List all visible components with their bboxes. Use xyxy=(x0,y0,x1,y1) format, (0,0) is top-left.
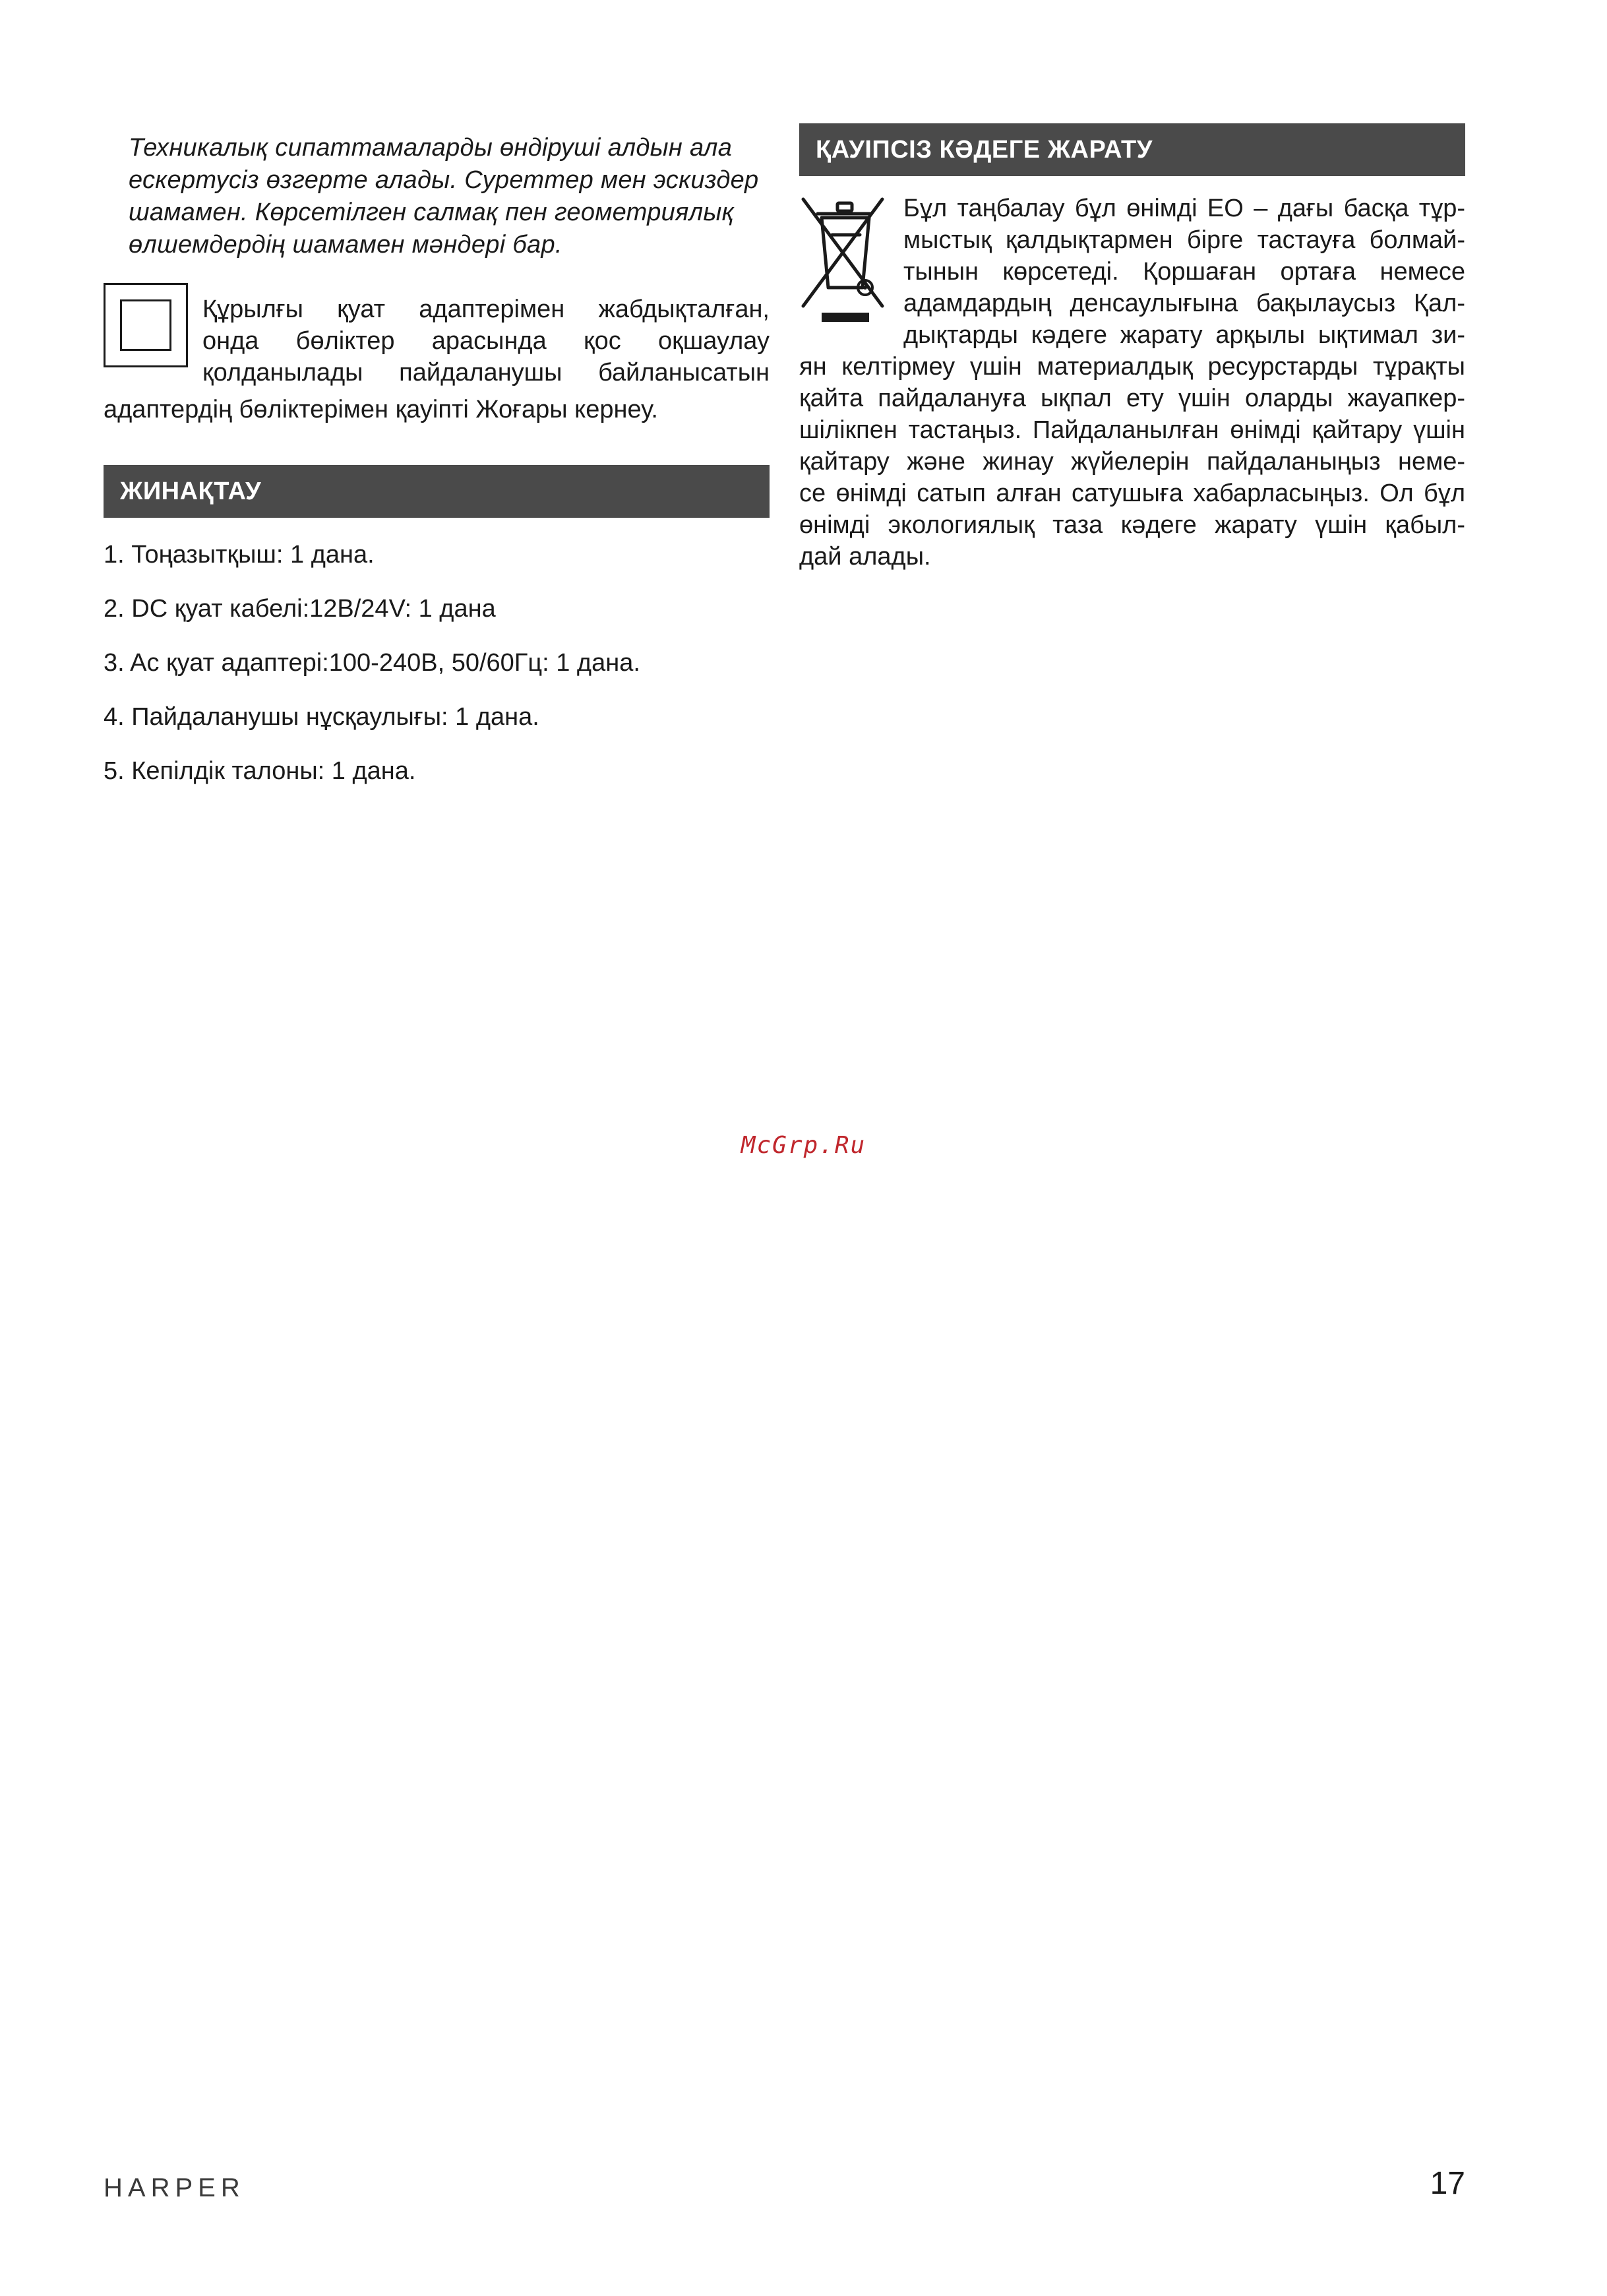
disclaimer-line: өлшемдердің шамамен мәндері бар. xyxy=(129,231,562,259)
double-insulation-icon xyxy=(104,283,188,367)
crossed-out-wheelie-bin-icon xyxy=(799,195,885,327)
brand-logo xyxy=(104,2175,262,2201)
disposal-line: адамдардың денсаулығына бақылаусыз Қал- xyxy=(903,290,1465,317)
disposal-line: ян келтірмеу үшін материалдық ресурстарды тұрақты xyxy=(799,353,1465,381)
adapter-note-line: онда бөліктер арасында қос оқшаулау xyxy=(202,327,770,355)
disposal-line: се өнімді сатып алған сатушыға хабарласыңыз. Ол бұл xyxy=(799,480,1465,507)
disposal-text-wrapped xyxy=(903,193,1465,351)
list-item: 1. Тоңазытқыш: 1 дана. xyxy=(104,541,375,569)
adapter-note-full xyxy=(104,394,770,425)
brand-logo-text: HARPER xyxy=(104,2175,245,2201)
list-item: 5. Кепілдік талоны: 1 дана. xyxy=(104,757,416,785)
disposal-line: қайтару және жинау жүйелерін пайдаланыңыз неме- xyxy=(799,448,1465,476)
disposal-line: шілікпен тастаңыз. Пайдаланылған өнімді қайтару үшін xyxy=(799,416,1465,444)
disposal-line: тынын көрсетеді. Қоршаған ортаға немесе xyxy=(903,258,1465,286)
disposal-line: дай алады. xyxy=(799,543,931,571)
watermark: McGrp.Ru xyxy=(741,1132,866,1159)
disposal-line: дықтарды кәдеге жарату арқылы ықтимал зи- xyxy=(903,321,1465,349)
disclaimer-line: Техникалық сипаттамаларды өндіруші алдын ала xyxy=(129,134,733,162)
list-item: 4. Пайдаланушы нұсқаулығы: 1 дана. xyxy=(104,703,539,731)
specs-disclaimer xyxy=(129,132,762,261)
adapter-note-line: Құрылғы қуат адаптерімен жабдықталған, xyxy=(202,295,770,323)
adapter-note-line: адаптердің бөліктерімен қауіпті Жоғары кернеу. xyxy=(104,396,658,423)
disposal-line: мыстық қалдықтармен бірге тастауға болмай- xyxy=(903,226,1465,254)
disposal-line: қайта пайдалануға ықпал ету үшін оларды жауапкер- xyxy=(799,385,1465,412)
disclaimer-line: ескертусіз өзгерте алады. Суреттер мен эскиздер xyxy=(129,166,759,194)
disposal-line: Бұл таңбалау бұл өнімді ЕО – дағы басқа тұр- xyxy=(903,195,1465,222)
kit-heading: ЖИНАҚТАУ xyxy=(104,465,770,518)
disclaimer-line: шамамен. Көрсетілген салмақ пен геометриялық xyxy=(129,199,734,226)
page-number: 17 xyxy=(1430,2166,1465,2201)
adapter-note-line: қолданылады пайдаланушы байланысатын xyxy=(202,359,770,387)
kit-list xyxy=(104,538,770,808)
adapter-note-wrapped xyxy=(202,294,770,388)
disposal-heading: ҚАУІПСІЗ КӘДЕГЕ ЖАРАТУ xyxy=(799,123,1465,176)
list-item: 2. DC қуат кабелі:12В/24V: 1 дана xyxy=(104,595,496,623)
list-item: 3. Ac қуат адаптері:100-240В, 50/60Гц: 1 дана. xyxy=(104,649,640,677)
disposal-text-full xyxy=(799,351,1465,573)
disposal-line: өнімді экологиялық таза кәдеге жарату үшін қабыл- xyxy=(799,511,1465,539)
double-insulation-inner-square xyxy=(120,299,171,351)
